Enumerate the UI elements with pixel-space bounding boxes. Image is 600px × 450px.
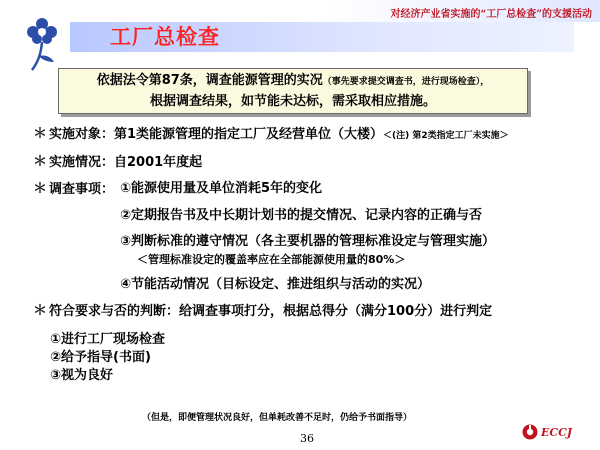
items-line	[33, 180, 114, 199]
header-caption: 对经济产业省实施的“工厂总检查”的支援活动	[390, 9, 592, 20]
summary-line-1-note: （事先要求提交调查书，进行现场检查），	[322, 77, 490, 87]
bullet-icon: ＊	[33, 126, 47, 142]
result-item-3: ③视为良好	[50, 368, 114, 383]
page-title: 工厂总检查	[110, 25, 220, 49]
survey-item-2: ②定期报告书及中长期计划书的提交情况、记录内容的正确与否	[120, 208, 483, 223]
eccj-logo	[522, 424, 572, 440]
summary-box	[58, 68, 528, 114]
judgement-line	[33, 302, 492, 321]
status-line	[33, 153, 202, 172]
result-item-2: ②给予指导(书面)	[50, 350, 151, 365]
target-text: 实施对象：第1类能源管理的指定工厂及经营单位（大楼）	[49, 127, 384, 142]
bullet-icon: ＊	[33, 154, 47, 170]
summary-line-2: 根据调查结果，如节能未达标，需采取相应措施。	[149, 94, 436, 109]
judgement-text: 符合要求与否的判断：给调查事项打分，根据总得分（满分100分）进行判定	[49, 304, 493, 319]
items-label: 调查事项：	[49, 182, 115, 197]
eccj-logo-text: ECCJ	[541, 425, 573, 439]
result-item-1: ①进行工厂现场检查	[50, 332, 166, 347]
survey-item-1: ①能源使用量及单位消耗5年的变化	[120, 181, 323, 196]
survey-item-3: ③判断标准的遵守情况（各主要机器的管理标准设定与管理实施）	[120, 234, 496, 249]
summary-line-1-main: 依据法令第87条，调查能源管理的实况	[96, 73, 323, 88]
clover-logo-icon	[20, 12, 64, 76]
bullet-icon: ＊	[33, 181, 47, 197]
footnote: （但是，即便管理状况良好，但单耗改善不足时，仍给予书面指导）	[142, 413, 413, 423]
eccj-emblem-icon	[522, 424, 538, 440]
survey-item-4: ④节能活动情况（目标设定、推进组织与活动的实况）	[120, 277, 431, 292]
bullet-icon: ＊	[33, 303, 47, 319]
target-note: ＜(注) 第2类指定工厂未实施＞	[383, 131, 509, 141]
status-text: 实施情况：自2001年度起	[49, 155, 203, 170]
target-line	[33, 125, 509, 145]
summary-line-1	[59, 71, 527, 92]
survey-item-3-subnote: ＜管理标准设定的覆盖率应在全部能源使用量的80%＞	[137, 253, 406, 266]
page-number: 36	[300, 432, 314, 445]
